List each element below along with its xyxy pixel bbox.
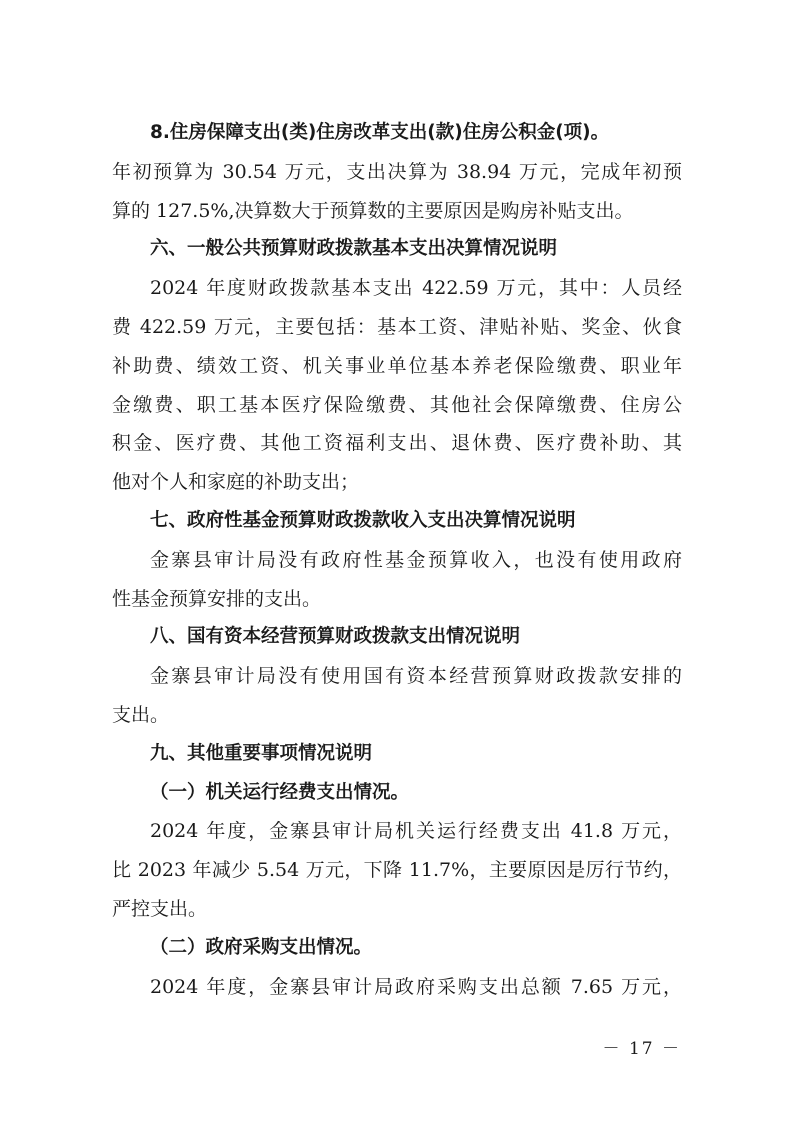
body-line: 算的 127.5%,决算数大于预算数的主要原因是购房补贴支出。 (112, 199, 634, 222)
body-line: 金寨县审计局没有使用国有资本经营预算财政拨款安排的 (150, 665, 682, 688)
body-line: 费 422.59 万元，主要包括：基本工资、津贴补贴、奖金、伙食 (112, 315, 682, 338)
heading-housing-fund: 8.住房保障支出(类)住房改革支出(款)住房公积金(项)。 (150, 122, 610, 143)
document-page (112, 114, 682, 1006)
body-line: 支出。 (112, 703, 170, 726)
body-line: 年初预算为 30.54 万元，支出决算为 38.94 万元，完成年初预 (112, 160, 682, 183)
section-heading-9: 九、其他重要事项情况说明 (150, 742, 373, 764)
body-line: 严控支出。 (112, 897, 208, 920)
body-line: 比 2023 年减少 5.54 万元，下降 11.7%，主要原因是厉行节约， (112, 859, 682, 882)
section-heading-6: 六、一般公共预算财政拨款基本支出决算情况说明 (150, 238, 558, 260)
subheading-procurement: （二）政府采购支出情况。 (150, 936, 373, 958)
body-line: 积金、医疗费、其他工资福利支出、退休费、医疗费补助、其 (112, 432, 682, 455)
page-number: － 17 － (602, 1039, 681, 1059)
body-line: 2024 年度财政拨款基本支出 422.59 万元，其中：人员经 (150, 277, 682, 300)
body-line: 他对个人和家庭的补助支出； (112, 471, 360, 494)
body-line: 金寨县审计局没有政府性基金预算收入，也没有使用政府 (150, 548, 682, 571)
body-line: 性基金预算安排的支出。 (112, 587, 322, 610)
body-line: 金缴费、职工基本医疗保险缴费、其他社会保障缴费、住房公 (112, 393, 682, 416)
body-line: 补助费、绩效工资、机关事业单位基本养老保险缴费、职业年 (112, 354, 682, 377)
body-line: 2024 年度，金寨县审计局政府采购支出总额 7.65 万元， (150, 975, 682, 998)
body-line: 2024 年度，金寨县审计局机关运行经费支出 41.8 万元， (150, 820, 682, 843)
section-heading-8: 八、国有资本经营预算财政拨款支出情况说明 (150, 626, 521, 648)
subheading-operating-costs: （一）机关运行经费支出情况。 (150, 781, 410, 803)
section-heading-7: 七、政府性基金预算财政拨款收入支出决算情况说明 (150, 509, 576, 531)
